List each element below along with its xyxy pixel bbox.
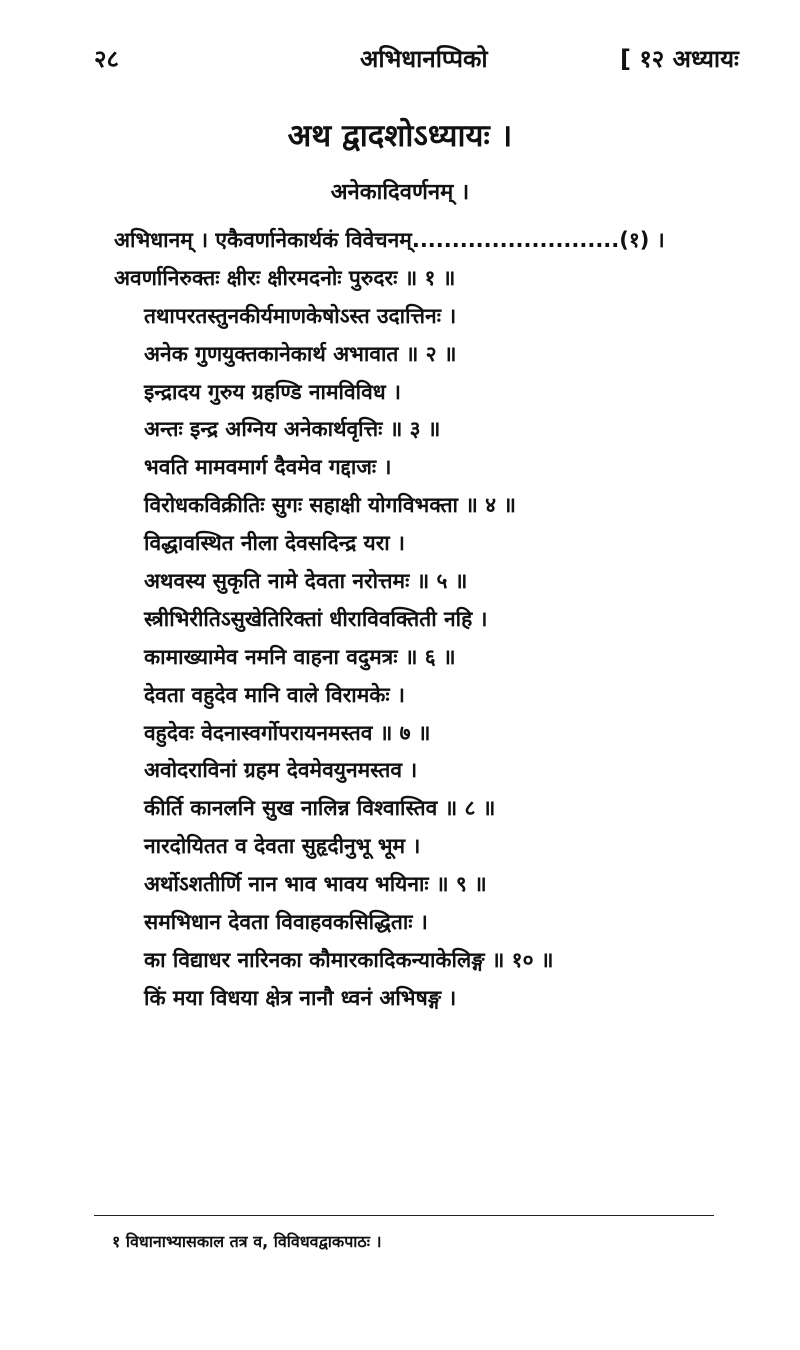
- text-line: अभिधानम् । एकैवर्णानेकार्थकं विवेचनम्..........................(१) ।: [114, 228, 665, 252]
- page-number: २८: [94, 45, 119, 73]
- section-subtitle: अनेकादिवर्णनम् ।: [330, 180, 470, 205]
- text-line: अवोदराविनां ग्रहम देवमेवयुनमस्तव ।: [144, 758, 418, 783]
- text-line: तथापरतस्तुनकीर्यमाणकेषोऽस्त उदात्तिनः ।: [144, 303, 457, 328]
- text-line: कीर्ति कानलनि सुख नालिन्न विश्वास्तिव ॥ ८ ॥: [144, 796, 496, 821]
- text-line: किं मया विधया क्षेत्र नानौ ध्वनं अभिषङ्ग ।: [144, 985, 457, 1010]
- text-line: विद्धावस्थित नीला देवसदिन्द्र यरा ।: [144, 531, 406, 556]
- text-line: इन्द्रादय गुरुय ग्रहण्डि नामविविध ।: [144, 379, 401, 404]
- verse-body: [94, 222, 714, 1018]
- text-line: नारदोयितत व देवता सुहृदीनुभू भूम ।: [144, 834, 421, 859]
- text-line: का विद्याधर नारिनका कौमारकादिकन्याकेलिङ्ग ॥ १० ॥: [144, 947, 554, 972]
- chapter-title: अथ द्वादशोऽध्यायः ।: [287, 118, 513, 154]
- text-line: समभिधान देवता विवाहवकसिद्धिताः ।: [144, 910, 428, 935]
- text-line: स्त्रीभिरीतिऽसुखेतिरिक्तां धीराविवक्तिती नहि ।: [144, 606, 488, 631]
- text-line: अर्थोऽशतीर्णि नान भाव भावय भयिनाः ॥ ९ ॥: [144, 872, 487, 897]
- running-header: [0, 42, 800, 82]
- text-line: अन्तः इन्द्र अग्निय अनेकार्थवृत्तिः ॥ ३ ॥: [144, 417, 441, 442]
- text-line: देवता वहुदेव मानि वाले विरामकेः ।: [144, 682, 405, 707]
- text-line: अवर्णानिरुक्तः क्षीरः क्षीरमदनोः पुरुदरः ॥ १ ॥: [114, 265, 456, 290]
- footnote-rule: [94, 1215, 714, 1216]
- text-line: वहुदेवः वेदनास्वर्गोपरायनमस्तव ॥ ७ ॥: [144, 720, 431, 745]
- text-line: भवति मामवमार्ग दैवमेव गद्दाजः ।: [144, 455, 392, 480]
- chapter-marker: [ १२ अध्यायः: [620, 45, 739, 73]
- text-line: अनेक गुणयुक्तकानेकार्थ अभावात ॥ २ ॥: [144, 341, 457, 366]
- running-title: अभिधानप्पिको: [360, 45, 488, 73]
- text-line: कामाख्यामेव नमनि वाहना वदुमत्रः ॥ ६ ॥: [144, 644, 456, 669]
- text-line: अथवस्य सुकृति नामे देवता नरोत्तमः ॥ ५ ॥: [144, 569, 468, 594]
- footnote: १ विधानाभ्यासकाल तत्र व, विविधवद्वाकपाठः ।: [112, 1232, 382, 1251]
- text-line: विरोधकविक्रीतिः सुगः सहाक्षी योगविभक्ता ॥ ४ ॥: [144, 493, 516, 518]
